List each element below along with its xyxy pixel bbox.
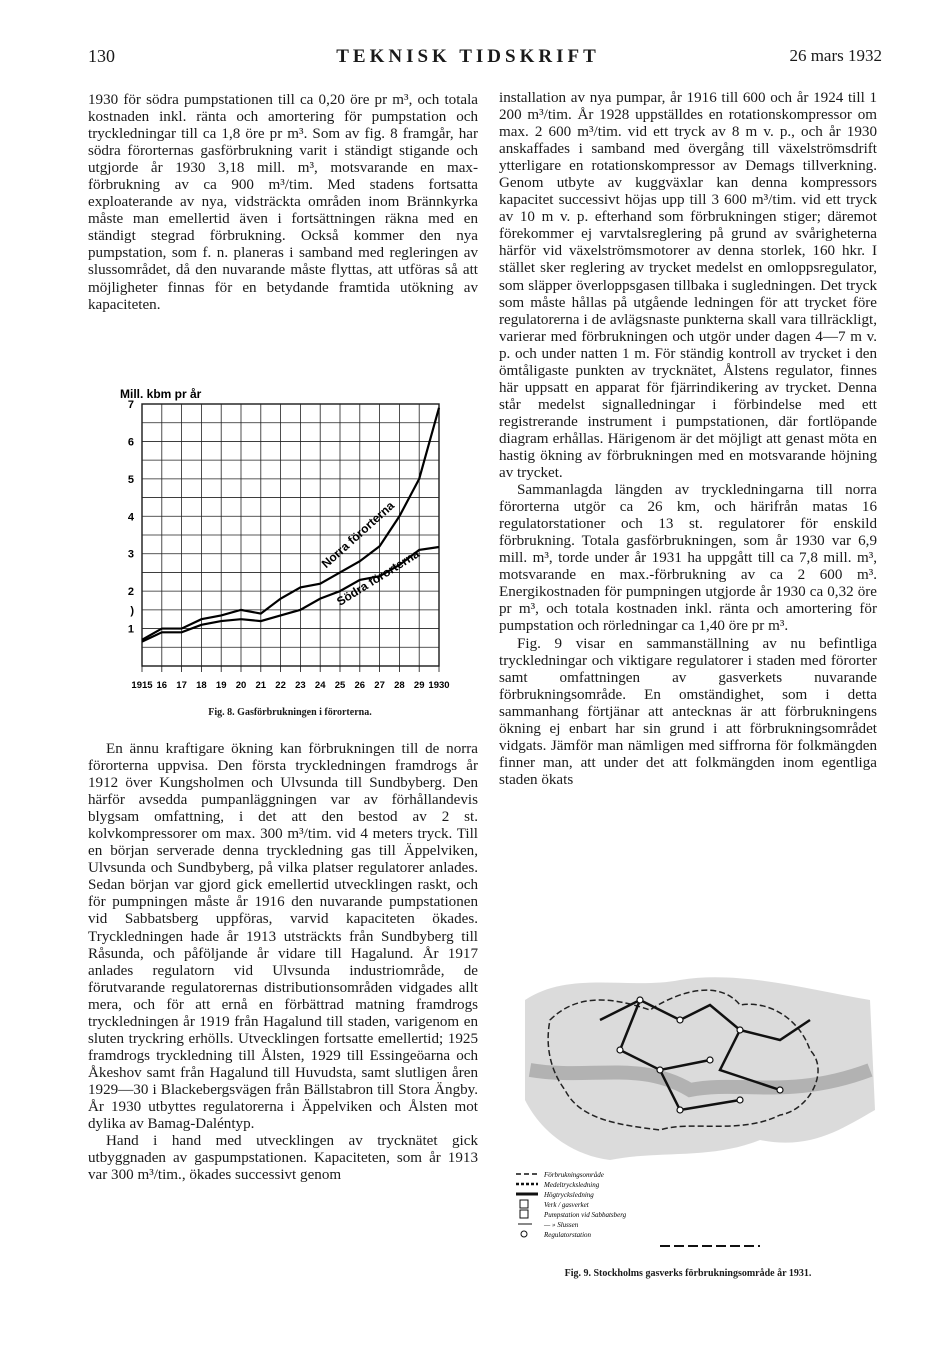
paragraph: 1930 för södra pumpstationen till ca 0,20 öre pr m³, och totala kostnaden inkl. ränta och amortering för pumpstation och tryckledningar till ca 1,8 öre pr m³. Som av fig. 8 framgår, har södra förorternas gasförbrukning varit i ständigt stigande och utgjorde år 1930 3,18 mill. m³, motsvarande en max-förbrukning av ca 900 m³/tim. Med stadens fortsatta exploaterande av nya, vidsträckta områden inom Brännkyrka måste man emellertid även i fortsättningen räkna med en ständigt stegrad förbrukning. Också kommer den nya pumpstation, som f. n. planeras i samband med regleringen av slussområdet, då den nuvarande måste flyttas, att utföras så att möjligheter finnas för en betydande framtida utökning av kapaciteten. [88, 92, 478, 313]
y-tick-label: ) [130, 604, 134, 617]
x-tick-label: 24 [314, 680, 326, 691]
x-tick-label: 22 [275, 680, 286, 691]
y-tick-label: 6 [127, 436, 134, 449]
right-column [499, 90, 877, 789]
legend-label: Medeltrycksledning [544, 1181, 600, 1189]
left-column-top [88, 92, 478, 314]
x-tick-label: 16 [156, 680, 168, 691]
fig9-caption: Fig. 9. Stockholms gasverks förbrukningsområde år 1931. [564, 1268, 812, 1279]
x-tick-label: 27 [374, 680, 385, 691]
y-tick-label: 2 [127, 586, 134, 599]
journal-title: TEKNISK TIDSKRIFT [336, 46, 600, 67]
x-tick-label: 18 [196, 680, 207, 691]
series-label-norra: Norra förorterna [318, 498, 398, 571]
paragraph: Fig. 9 visar en sammanställning av nu befintliga tryckledningar och viktigare regulatorer i staden med förorter samt omfattningen av gasverkets nuvarande förbrukningsområde. En omständighet, som i detta sammanhang förtjänar att antecknas är att förbrukningens ökning ej enbart har sin grund i att förbrukningsområdet vidgats. Jämför man nämligen med siffrorna för folkmängden finner man, att under det att folkmängden inom egentliga staden ökats [499, 635, 877, 788]
y-tick-label: 5 [127, 473, 134, 486]
paragraph: Sammanlagda längden av tryckledningarna till norra förorterna utgör ca 26 km, och härifrån matas 16 regulatorstationer och 13 st. regulatorer för enskild förbrukning. Totala gasförbrukningen, som år 1930 var 6,9 mill. m³, torde under år 1931 ha uppgått till ca 7,8 mill. m³, motsvarande en max.-förbrukning av ca 2 600 m³. Energikostnaden för pumpningen utgjorde år 1930 ca 0,32 öre pr m³, och totala kostnaden inkl. ränta och amortering för pumpstation och rörledningar ca 1,40 öre pr m³. [499, 482, 877, 635]
legend-label: — » Slussen [544, 1221, 579, 1229]
x-tick-label: 23 [295, 680, 306, 691]
x-tick-label: 1930 [428, 680, 450, 691]
x-tick-label: 21 [255, 680, 267, 691]
fig9-map [510, 960, 890, 1250]
legend-symbol [520, 1200, 528, 1208]
legend-label: Regulatorstation [544, 1231, 592, 1239]
y-tick-label: 7 [127, 399, 134, 411]
left-column-bottom [88, 741, 478, 1184]
series-label-sodra: Södra förorterna [334, 546, 422, 609]
x-tick-label: 19 [215, 680, 227, 691]
x-tick-label: 1915 [131, 680, 153, 691]
chart-series [142, 408, 439, 642]
paragraph: En ännu kraftigare ökning kan förbrukningen till de norra förorterna uppvisa. Den första tryckledningen framdrogs år 1912 över Kungsholmen och Ulvsunda till Sundbyberg. Den härför avsedda pumpanläggningen var av förhållandevis blygsam omfattning, i det att den bestod av 2 st. kolvkompressorer om max. 300 m³/tim. vid 4 meters tryck. Till en början serverade denna tryckledning gas till Äppelviken, Ulvsunda och Sundbyberg, på vilka platser regulatorer anlades. Sedan början var gjord gick emellertid utvecklingen raskt, och för pumpningen måste år 1916 den nuvarande pumpstationen vid Sabbatsberg uppföras, varvid kapaciteten ökades. Tryckledningen hade år 1913 utsträckts från Sundbyberg till Råsunda, och påföljande år vidare till Hagalund. År 1917 anlades regulatorn vid Ulvsunda industriområde, de förutvarande regulatorernas distributionsområden vidgades allt mera, och för att ernå en förbättrad matning framdrogs tryckledningen år 1919 från Hagalund till staden, varigenom en sluten tryckring erhölls. Utvecklingen fortsatte emellertid; 1925 framdrogs tryckledning till Ålsten, 1929 till Essingeöarna och Åkeshov samt från Hagalund till Huvudsta, samt slutligen åren 1929—30 i Blackebergsvägen från Bällstabron till Stora Ängby. År 1930 utbyttes regulatorerna i Äppelviken och Ålsten mot dylika av Bamag-Daléntyp. [88, 741, 478, 1133]
x-tick-label: 17 [176, 680, 187, 691]
paragraph: installation av nya pumpar, år 1916 till 600 och år 1924 till 1 200 m³/tim. År 1928 uppställdes en rotationskompressor om max. 2 600 m³/tim. vid ett tryck av 8 m v. p., och år 1930 anskaffades i samband med övergång till växelströmsdrift ytterligare en rotationskompressor av Demags tillverkning. Genom utbyte av kuggväxlar kan denna kompressors kapacitet successivt höjas upp till 3 600 m³/tim. vid ett tryck av 10 m v. p. efterhand som förbrukningen stiger; däremot förekommer ej varvtalsreglering på grund av svårigheterna härför vid växelströmsmotorer av denna storlek, 160 hkr. I stället sker reglering av trycket medelst en omloppsregulator, som släpper överloppsgasen tillbaka i sugledningen. Det tryck som måste hållas på utgående ledningen för att trycket före regulatorerna i de avlägsnaste punkterna skall vara tillräckligt, varierar med förbrukningen och utgör under dagen 4—7 m v. p. och under natten 1 m. För ständig kontroll av trycket i den ömtåligaste punkten av trycknätet, Ålstens regulator, finnes här uppsatt en apparat för fjärrindikering av trycket. Denna står medelst signalledningar i förbindelse med ett registrerande instrument i pumpstationen, där fortlöpande diagram erhållas. Härigenom är det möjligt att genast möta en hastig ökning av förbrukningen med en motsvarande höjning av trycket. [499, 90, 877, 482]
x-tick-label: 20 [235, 680, 247, 691]
y-tick-label: 3 [127, 548, 134, 561]
legend-symbol [520, 1210, 528, 1218]
fig8-caption: Fig. 8. Gasförbrukningen i förorterna. [208, 707, 372, 718]
map-legend [516, 1171, 627, 1239]
chart-title: Mill. kbm pr år [120, 387, 202, 401]
series-line-norra [142, 408, 439, 640]
x-tick-label: 26 [354, 680, 366, 691]
y-tick-label: 1 [127, 623, 134, 636]
x-tick-label: 28 [394, 680, 405, 691]
page-number: 130 [88, 46, 115, 66]
legend-label: Pumpstation vid Sabbatsberg [544, 1211, 627, 1219]
x-tick-label: 29 [413, 680, 425, 691]
legend-label: Förbrukningsområde [544, 1171, 604, 1179]
chart-grid [142, 404, 439, 672]
issue-date: 26 mars 1932 [789, 46, 882, 65]
y-tick-label: 4 [127, 511, 134, 524]
legend-symbol [521, 1231, 527, 1237]
paragraph: Hand i hand med utvecklingen av trycknätet gick utbyggnaden av gaspumpstationen. Kapaciteten, som år 1913 var 300 m³/tim., ökades successivt genom [88, 1133, 478, 1184]
fig8-chart [110, 384, 450, 694]
x-tick-label: 25 [334, 680, 346, 691]
legend-label: Verk / gasverket [544, 1201, 589, 1209]
legend-label: Högtrycksledning [544, 1191, 594, 1199]
